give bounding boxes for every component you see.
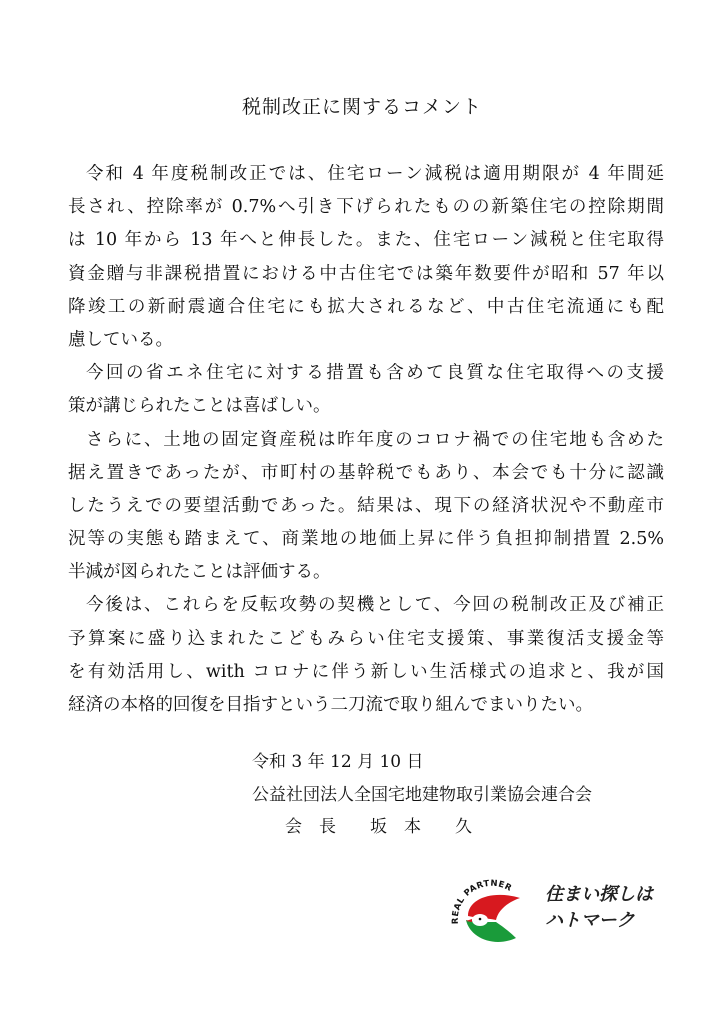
slogan-line-1: 住まい探しは	[545, 884, 653, 905]
body-line: 況等の実態も踏まえて、商業地の地価上昇に伴う負担抑制措置 2.5%	[68, 529, 664, 550]
president-name: 会 長 坂 本 久	[285, 817, 472, 837]
body-line: 今回の省エネ住宅に対する措置も含めて良質な住宅取得への支援	[86, 363, 664, 384]
document-date: 令和 3 年 12 月 10 日	[252, 752, 424, 772]
body-line: 経済の本格的回復を目指すという二刀流で取り組んでまいりたい。	[68, 695, 593, 715]
body-line: 慮している。	[68, 329, 173, 350]
body-line: 降竣工の新耐震適合住宅にも拡大されるなど、中古住宅流通にも配	[68, 296, 664, 317]
logo-arc-text: REAL PARTNER	[450, 878, 514, 925]
body-line: 令和 4 年度税制改正では、住宅ローン減税は適用期限が 4 年間延	[86, 164, 664, 184]
body-line: 資金贈与非課税措置における中古住宅では築年数要件が昭和 57 年以	[68, 263, 664, 284]
body-line: 長され、控除率が 0.7%へ引き下げられたものの新築住宅の控除期間	[68, 197, 664, 218]
body-line: 予算案に盛り込まれたこどもみらい住宅支援策、事業復活支援金等	[68, 628, 664, 649]
logo-slogan	[545, 882, 653, 934]
organization-name: 公益社団法人全国宅地建物取引業協会連合会	[252, 785, 592, 805]
body-line: 半減が図られたことは評価する。	[68, 562, 331, 583]
body-line: 今後は、これらを反転攻勢の契機として、今回の税制改正及び補正	[86, 595, 664, 616]
body-line: さらに、土地の固定資産税は昨年度のコロナ禍での住宅地も含めた	[86, 429, 664, 450]
real-partner-dove-logo	[444, 872, 540, 952]
body-line: 策が講じられたことは喜ばしい。	[68, 396, 331, 417]
body-line: したうえでの要望活動であった。結果は、現下の経済状況や不動産市	[68, 495, 664, 516]
slogan-line-2: ハトマーク	[545, 910, 635, 931]
body-line: 据え置きであったが、市町村の基幹税でもあり、本会でも十分に認識	[68, 462, 664, 483]
document-title: 税制改正に関するコメント	[241, 96, 482, 118]
body-line: を有効活用し、with コロナに伴う新しい生活様式の追求と、我が国	[68, 661, 664, 682]
body-line: は 10 年から 13 年へと伸長した。また、住宅ローン減税と住宅取得	[68, 230, 664, 251]
document-body	[68, 158, 664, 722]
